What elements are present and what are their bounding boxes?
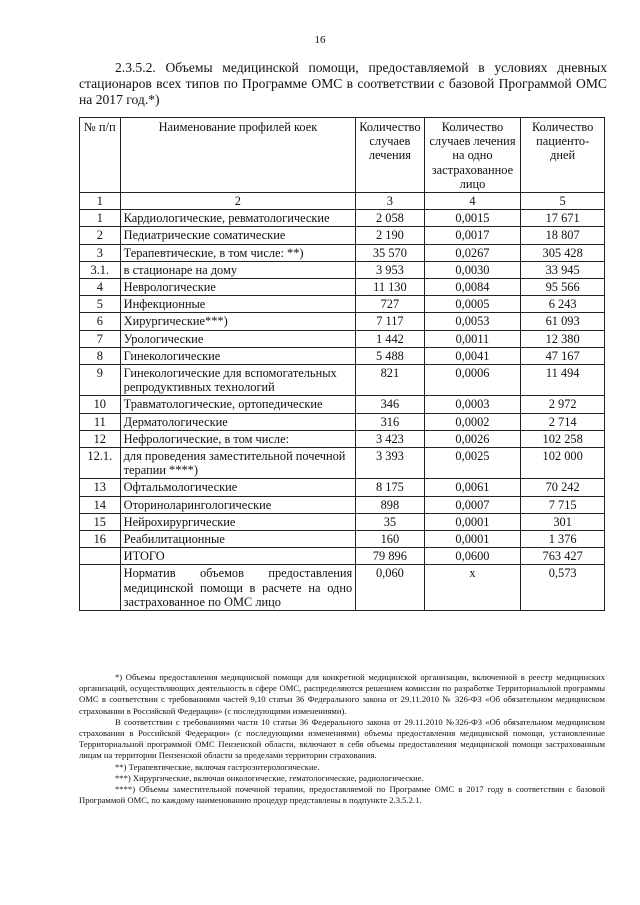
profile-name-cell: Нейрохирургические — [120, 513, 356, 530]
table-row — [80, 413, 605, 430]
cases-cell: 821 — [356, 365, 424, 396]
row-number-cell — [80, 565, 121, 611]
row-number-cell: 5 — [80, 296, 121, 313]
table-row — [80, 279, 605, 296]
profile-name-cell: Терапевтические, в том числе: **) — [120, 244, 356, 261]
cases-per-insured-cell: 0,0084 — [424, 279, 521, 296]
patient-days-cell: 70 242 — [521, 479, 605, 496]
row-number-cell: 8 — [80, 347, 121, 364]
row-number-cell: 10 — [80, 396, 121, 413]
profile-name-cell: Хирургические***) — [120, 313, 356, 330]
cases-cell: 11 130 — [356, 279, 424, 296]
profile-name-cell: Норматив объемов предоставления медицинской помощи в расчете на одно застрахованное по ОМС лицо — [120, 565, 356, 611]
header-cell-patient-days: Количество пациенто-дней — [521, 118, 605, 193]
table-row — [80, 347, 605, 364]
table-row — [80, 565, 605, 611]
cases-per-insured-cell: х — [424, 565, 521, 611]
cases-cell: 346 — [356, 396, 424, 413]
patient-days-cell: 102 258 — [521, 430, 605, 447]
cases-per-insured-cell: 0,0026 — [424, 430, 521, 447]
row-number-cell: 16 — [80, 531, 121, 548]
cases-cell: 2 190 — [356, 227, 424, 244]
profile-name-cell: Дерматологические — [120, 413, 356, 430]
patient-days-cell: 17 671 — [521, 210, 605, 227]
row-number-cell: 7 — [80, 330, 121, 347]
table-row — [80, 227, 605, 244]
cases-per-insured-cell: 0,0005 — [424, 296, 521, 313]
cases-per-insured-cell: 0,0053 — [424, 313, 521, 330]
patient-days-cell: 305 428 — [521, 244, 605, 261]
profile-name-cell: Оториноларингологические — [120, 496, 356, 513]
patient-days-cell: 2 972 — [521, 396, 605, 413]
patient-days-cell: 102 000 — [521, 448, 605, 479]
profile-name-cell: Инфекционные — [120, 296, 356, 313]
header-cell-profile: Наименование профилей коек — [120, 118, 356, 193]
patient-days-cell: 61 093 — [521, 313, 605, 330]
page-number: 16 — [314, 34, 326, 46]
profile-name-cell: Травматологические, ортопедические — [120, 396, 356, 413]
patient-days-cell: 33 945 — [521, 261, 605, 278]
cases-cell: 1 442 — [356, 330, 424, 347]
cases-per-insured-cell: 0,0061 — [424, 479, 521, 496]
profile-name-cell: Неврологические — [120, 279, 356, 296]
table-row — [80, 210, 605, 227]
cases-cell: 35 — [356, 513, 424, 530]
index-cell: 5 — [521, 193, 605, 210]
table-row — [80, 531, 605, 548]
footnote: ****) Объемы заместительной почечной терапии, предоставляемой по Программе ОМС в 2017 году в соответствии с базовой Программой ОМС, по каждому наименованию процедур представлены в подпункте 2.3.5.2.1. — [79, 784, 605, 806]
footnotes — [79, 672, 605, 806]
profile-name-cell: Реабилитационные — [120, 531, 356, 548]
row-number-cell: 14 — [80, 496, 121, 513]
row-number-cell: 12.1. — [80, 448, 121, 479]
footnote: *) Объемы предоставления медицинской помощи для конкретной медицинской организации, включенной в реестр медицинских организаций, осуществляющих деятельность в сфере ОМС, распределяются решением комиссии по разработке Территориальной программы ОМС в соответствии с требованиями частей 9,10 статьи 36 Федерального закона от 29.11.2010 № 326-ФЗ «Об обязательном медицинском страховании в Российской Федерации» (с последующими изменениями). — [79, 672, 605, 716]
row-number-cell: 4 — [80, 279, 121, 296]
table-row — [80, 313, 605, 330]
table-row — [80, 479, 605, 496]
cases-cell: 5 488 — [356, 347, 424, 364]
cases-cell: 3 953 — [356, 261, 424, 278]
patient-days-cell: 763 427 — [521, 548, 605, 565]
row-number-cell: 9 — [80, 365, 121, 396]
profile-name-cell: в стационаре на дому — [120, 261, 356, 278]
footnote: **) Терапевтические, включая гастроэнтерологические. — [115, 761, 320, 772]
cases-cell: 3 423 — [356, 430, 424, 447]
cases-cell: 8 175 — [356, 479, 424, 496]
cases-per-insured-cell: 0,0002 — [424, 413, 521, 430]
row-number-cell: 3.1. — [80, 261, 121, 278]
cases-cell: 898 — [356, 496, 424, 513]
profile-name-cell: для проведения заместительной почечной терапии ****) — [120, 448, 356, 479]
patient-days-cell: 7 715 — [521, 496, 605, 513]
profile-name-cell: Нефрологические, в том числе: — [120, 430, 356, 447]
profile-name-cell: Кардиологические, ревматологические — [120, 210, 356, 227]
cases-per-insured-cell: 0,0600 — [424, 548, 521, 565]
row-number-cell: 2 — [80, 227, 121, 244]
profile-name-cell: Гинекологические — [120, 347, 356, 364]
cases-per-insured-cell: 0,0011 — [424, 330, 521, 347]
row-number-cell: 11 — [80, 413, 121, 430]
cases-per-insured-cell: 0,0003 — [424, 396, 521, 413]
header-cell-number: № п/п — [80, 118, 121, 193]
cases-cell: 79 896 — [356, 548, 424, 565]
cases-cell: 0,060 — [356, 565, 424, 611]
profile-name-cell: Урологические — [120, 330, 356, 347]
row-number-cell: 3 — [80, 244, 121, 261]
cases-per-insured-cell: 0,0030 — [424, 261, 521, 278]
row-number-cell — [80, 548, 121, 565]
table-row — [80, 513, 605, 530]
table-row — [80, 296, 605, 313]
profile-name-cell: Гинекологические для вспомогательных репродуктивных технологий — [120, 365, 356, 396]
patient-days-cell: 2 714 — [521, 413, 605, 430]
cases-per-insured-cell: 0,0015 — [424, 210, 521, 227]
cases-per-insured-cell: 0,0041 — [424, 347, 521, 364]
cases-per-insured-cell: 0,0001 — [424, 531, 521, 548]
cases-per-insured-cell: 0,0017 — [424, 227, 521, 244]
patient-days-cell: 18 807 — [521, 227, 605, 244]
footnote: ***) Хирургические, включая онкологические, гематологические, радиологические. — [115, 772, 424, 783]
row-number-cell: 15 — [80, 513, 121, 530]
footnote: В соответствии с требованиями части 10 статьи 36 Федерального закона от 29.11.2010 №326-ФЗ «Об обязательном медицинском страховании в Российской Федерации» (с последующими изменениями) объемы предоставления медицинской помощи, установленные Территориальной программой ОМС Пензенской области, включают в себя объемы предоставления медицинской помощи застрахованным лицам на территории Пензенской области за пределами территории страхования. — [79, 716, 605, 761]
patient-days-cell: 0,573 — [521, 565, 605, 611]
header-row — [80, 118, 605, 193]
table-row — [80, 430, 605, 447]
patient-days-cell: 6 243 — [521, 296, 605, 313]
cases-per-insured-cell: 0,0001 — [424, 513, 521, 530]
cases-per-insured-cell: 0,0025 — [424, 448, 521, 479]
cases-cell: 316 — [356, 413, 424, 430]
table-row — [80, 448, 605, 479]
table-row — [80, 365, 605, 396]
cases-cell: 160 — [356, 531, 424, 548]
cases-per-insured-cell: 0,0006 — [424, 365, 521, 396]
index-cell: 4 — [424, 193, 521, 210]
row-number-cell: 1 — [80, 210, 121, 227]
patient-days-cell: 95 566 — [521, 279, 605, 296]
table-row — [80, 396, 605, 413]
patient-days-cell: 47 167 — [521, 347, 605, 364]
cases-per-insured-cell: 0,0267 — [424, 244, 521, 261]
cases-cell: 2 058 — [356, 210, 424, 227]
patient-days-cell: 301 — [521, 513, 605, 530]
index-cell: 1 — [80, 193, 121, 210]
cases-per-insured-cell: 0,0007 — [424, 496, 521, 513]
table-row — [80, 548, 605, 565]
header-cell-cases: Количество случаев лечения — [356, 118, 424, 193]
cases-cell: 727 — [356, 296, 424, 313]
profile-name-cell: Педиатрические соматические — [120, 227, 356, 244]
index-cell: 3 — [356, 193, 424, 210]
row-number-cell: 13 — [80, 479, 121, 496]
table-row — [80, 330, 605, 347]
row-number-cell: 12 — [80, 430, 121, 447]
cases-cell: 3 393 — [356, 448, 424, 479]
index-cell: 2 — [120, 193, 356, 210]
profile-name-cell: Офтальмологические — [120, 479, 356, 496]
header-cell-cases-per-insured: Количество случаев лечения на одно застрахованное лицо — [424, 118, 521, 193]
patient-days-cell: 12 380 — [521, 330, 605, 347]
cases-cell: 35 570 — [356, 244, 424, 261]
patient-days-cell: 1 376 — [521, 531, 605, 548]
cases-cell: 7 117 — [356, 313, 424, 330]
column-index-row — [80, 193, 605, 210]
section-title: 2.3.5.2. Объемы медицинской помощи, предоставляемой в условиях дневных стационаров всех типов по Программе ОМС в соответствии с базовой Программой ОМС на 2017 год.*) — [79, 60, 607, 107]
row-number-cell: 6 — [80, 313, 121, 330]
table-row — [80, 261, 605, 278]
table-row — [80, 244, 605, 261]
profile-name-cell: ИТОГО — [120, 548, 356, 565]
volumes-table — [79, 117, 605, 611]
patient-days-cell: 11 494 — [521, 365, 605, 396]
table-row — [80, 496, 605, 513]
